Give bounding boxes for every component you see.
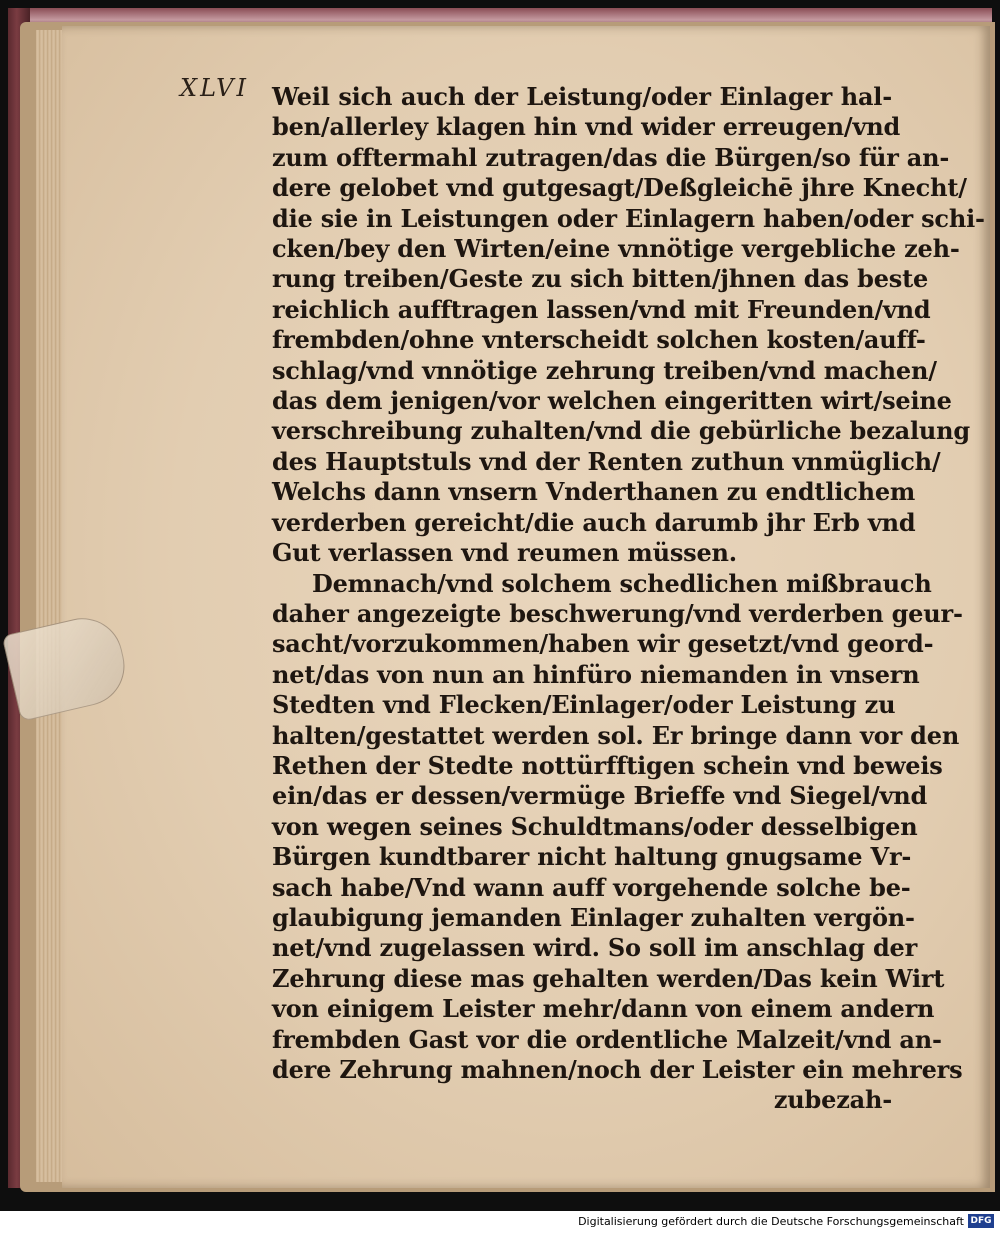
text-line: rung treiben/Geste zu sich bitten/jhnen das beste [272,264,929,294]
text-line: des Hauptstuls vnd der Renten zuthun vnmüglich/ [272,446,941,476]
text-line: verschreibung zuhalten/vnd die gebürliche bezalung [272,416,970,446]
text-line: schlag/vnd vnnötige zehrung treiben/vnd machen/ [272,355,937,385]
text-line: ein/das er dessen/vermüge Brieffe vnd Siegel/vnd [272,781,928,811]
text-line: zum offtermahl zutragen/das die Bürgen/so für an- [272,142,950,172]
text-line: verderben gereicht/die auch darumb jhr Erb vnd [272,507,916,537]
text-line: von einigem Leister mehr/dann von einem andern [272,994,935,1024]
text-line: Stedten vnd Flecken/Einlager/oder Leistung zu [272,690,896,720]
text-line: halten/gestattet werden sol. Er bringe dann vor den [272,720,960,750]
text-line: sacht/vorzukommen/haben wir gesetzt/vnd geord- [272,629,934,659]
text-line: cken/bey den Wirten/eine vnnötige vergebliche zeh- [272,234,960,264]
text-line: das dem jenigen/vor welchen eingeritten wirt/seine [272,386,952,416]
text-line: frembden Gast vor die ordentliche Malzeit/vnd an- [272,1024,942,1054]
folio-number: XLVI [180,74,249,102]
text-line: net/das von nun an hinfüro niemanden in vnsern [272,659,920,689]
text-line: Gut verlassen vnd reumen müssen. [272,538,737,568]
dfg-logo-icon[interactable]: DFG [968,1214,994,1228]
text-line: Weil sich auch der Leistung/oder Einlager hal- [272,82,892,111]
text-line: die sie in Leistungen oder Einlagern haben/oder schi- [272,203,985,233]
text-line: glaubigung jemanden Einlager zuhalten vergön- [272,902,915,932]
text-line: ben/allerley klagen hin vnd wider erreugen/vnd [272,112,901,142]
body-text [272,82,985,1116]
text-line: net/vnd zugelassen wird. So soll im anschlag der [272,933,918,963]
text-line: dere Zehrung mahnen/noch der Leister ein mehrers [272,1055,963,1084]
text-line: von wegen seines Schuldtmans/oder desselbigen [272,811,918,841]
text-line: frembden/ohne vnterscheidt solchen kosten/auff- [272,325,926,355]
text-line: Zehrung diese mas gehalten werden/Das kein Wirt [272,963,945,993]
text-line: Bürgen kundtbarer nicht haltung gnugsame Vr- [272,842,912,872]
catchword: zubezah- [773,1085,892,1115]
text-line: Demnach/vnd solchem schedlichen mißbrauch [312,568,932,598]
text-line: sach habe/Vnd wann auff vorgehende solche be- [272,872,911,902]
text-line: Welchs dann vnsern Vnderthanen zu endtlichem [272,477,916,507]
text-line: Rethen der Stedte nottürfftigen schein vnd beweis [272,750,943,780]
funding-credit[interactable]: Digitalisierung gefördert durch die Deutsche Forschungsgemeinschaft [578,1215,964,1228]
text-line: daher angezeigte beschwerung/vnd verderben geur- [272,598,963,628]
text-line: reichlich aufftragen lassen/vnd mit Freunden/vnd [272,294,931,324]
text-line: dere gelobet vnd gutgesagt/Deßgleichē jhre Knecht/ [272,173,967,203]
